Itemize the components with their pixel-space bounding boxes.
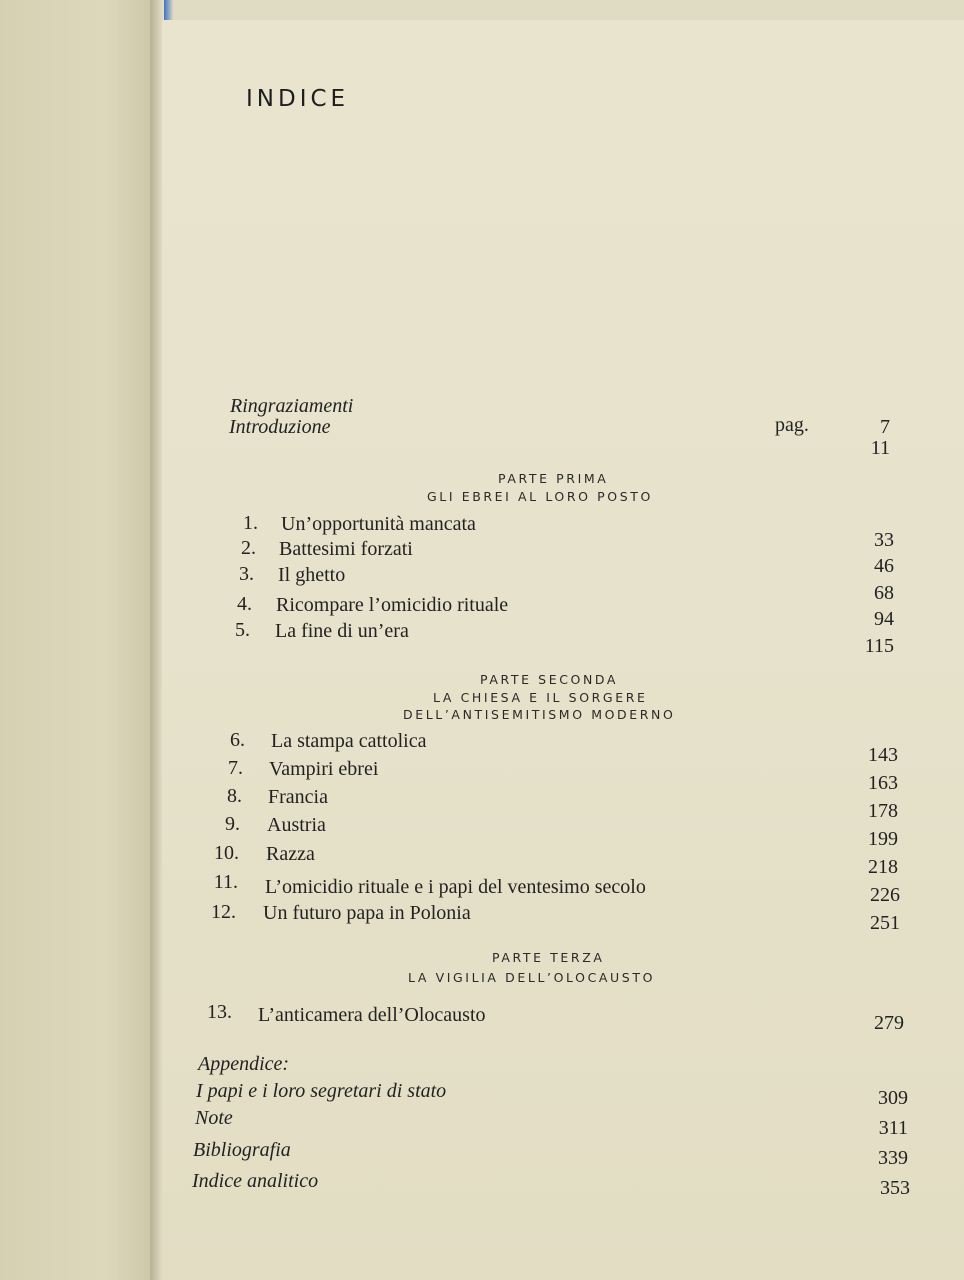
chapter-title: L’anticamera dell’Olocausto bbox=[258, 1004, 486, 1026]
part-title: GLI EBREI AL LORO POSTO bbox=[427, 489, 653, 504]
front-ringraziamenti: Ringraziamenti bbox=[230, 395, 354, 417]
part-title: LA CHIESA E IL SORGERE bbox=[433, 690, 648, 705]
chapter-title: Un futuro papa in Polonia bbox=[263, 902, 471, 924]
chapter-title: Il ghetto bbox=[278, 564, 346, 586]
chapter-title: Austria bbox=[267, 814, 326, 836]
left-page bbox=[0, 0, 150, 1280]
front-introduzione: Introduzione bbox=[229, 416, 331, 438]
pag-label: pag. bbox=[775, 414, 809, 436]
page-number: 143 bbox=[868, 744, 898, 766]
chapter-title: Ricompare l’omicidio rituale bbox=[276, 594, 509, 616]
chapter-title: La stampa cattolica bbox=[271, 730, 427, 752]
appendix-title: I papi e i loro segretari di stato bbox=[196, 1080, 447, 1102]
part-label: PARTE PRIMA bbox=[498, 471, 609, 486]
page-number: 33 bbox=[874, 529, 894, 551]
notes-entry: Note bbox=[195, 1107, 233, 1129]
chapter-number: 9. bbox=[225, 813, 240, 835]
page-number: 46 bbox=[874, 555, 894, 577]
index-entry: Indice analitico bbox=[192, 1170, 319, 1192]
page-heading: INDICE bbox=[246, 86, 350, 112]
page-number: 279 bbox=[874, 1012, 904, 1034]
page-number: 218 bbox=[868, 856, 898, 878]
chapter-title: L’omicidio rituale e i papi del ventesimo secolo bbox=[265, 876, 646, 898]
part-title: DELL’ANTISEMITISMO MODERNO bbox=[403, 707, 676, 722]
page-number: 339 bbox=[878, 1147, 908, 1169]
page-number: 11 bbox=[870, 437, 890, 459]
page-number: 353 bbox=[880, 1177, 910, 1199]
page-number: 163 bbox=[868, 772, 898, 794]
chapter-number: 8. bbox=[227, 785, 242, 807]
chapter-number: 10. bbox=[214, 842, 239, 864]
chapter-title: Battesimi forzati bbox=[279, 538, 413, 560]
page-number: 68 bbox=[874, 582, 894, 604]
page-number: 178 bbox=[868, 800, 898, 822]
chapter-number: 6. bbox=[230, 729, 245, 751]
chapter-number: 5. bbox=[235, 619, 250, 641]
page-number: 115 bbox=[864, 635, 894, 657]
page-number: 309 bbox=[878, 1087, 908, 1109]
page-number: 199 bbox=[868, 828, 898, 850]
chapter-number: 13. bbox=[207, 1001, 232, 1023]
part-label: PARTE SECONDA bbox=[480, 672, 619, 687]
page-number: 94 bbox=[874, 608, 894, 630]
page-number: 7 bbox=[880, 416, 890, 438]
chapter-title: Un’opportunità mancata bbox=[281, 513, 476, 535]
chapter-number: 1. bbox=[243, 512, 258, 534]
appendix-label: Appendice: bbox=[198, 1053, 290, 1075]
chapter-title: La fine di un’era bbox=[275, 620, 409, 642]
chapter-number: 2. bbox=[241, 537, 256, 559]
chapter-title: Vampiri ebrei bbox=[269, 758, 379, 780]
bibliography-entry: Bibliografia bbox=[193, 1139, 291, 1161]
chapter-number: 3. bbox=[239, 563, 254, 585]
part-label: PARTE TERZA bbox=[492, 950, 605, 965]
chapter-number: 12. bbox=[211, 901, 236, 923]
page-number: 226 bbox=[870, 884, 900, 906]
page-number: 251 bbox=[870, 912, 900, 934]
chapter-title: Razza bbox=[266, 843, 315, 865]
chapter-title: Francia bbox=[268, 786, 328, 808]
chapter-number: 4. bbox=[237, 593, 252, 615]
page-number: 311 bbox=[878, 1117, 908, 1139]
part-title: LA VIGILIA DELL’OLOCAUSTO bbox=[408, 970, 656, 985]
chapter-number: 11. bbox=[213, 871, 238, 893]
chapter-number: 7. bbox=[228, 757, 243, 779]
